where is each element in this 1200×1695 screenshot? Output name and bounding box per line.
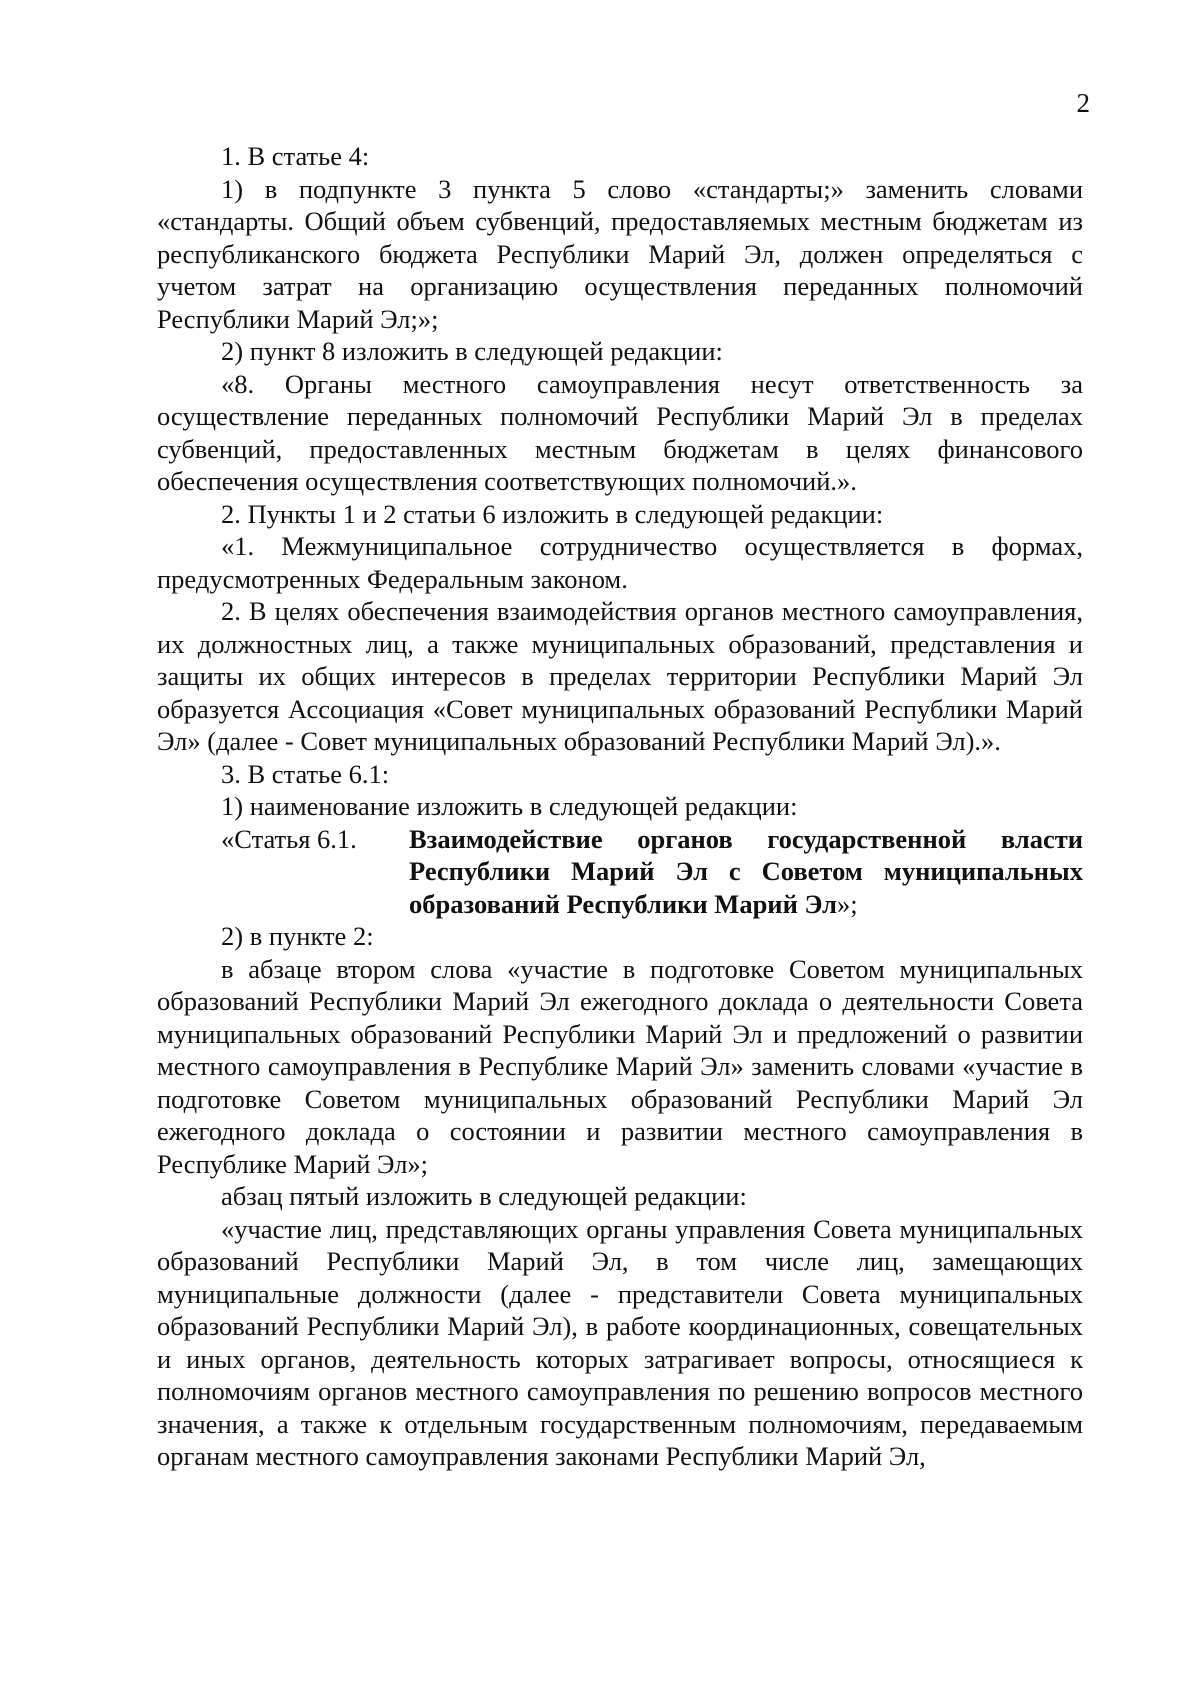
- paragraph-fifth-abzac-text: «участие лиц, представляющих органы управления Совета муниципальных образований Республики Марий Эл, в том числе лиц, замещающих муниципальные должности (далее - представители Совета муниципальных образований Республики Марий Эл), в работе координационных, совещательных и иных органов, деятельность которых затрагивает вопросы, относящиеся к полномочиям органов местного самоуправления по решению вопросов местного значения, а также к отдельным государственным полномочиям, передаваемым органам местного самоуправления законами Республики Марий Эл,: [157, 1213, 1083, 1471]
- article-6-1-lead: «Статья 6.1.: [221, 823, 357, 854]
- paragraph-subpoint3-point5: 1) в подпункте 3 пункта 5 слово «стандарты;» заменить словами «стандарты. Общий объем субвенций, предоставляемых местным бюджетам из республиканского бюджета Республики Марий Эл, должен определяться с учетом затрат на организацию осуществления переданных полномочий Республики Марий Эл;»;: [157, 173, 1083, 334]
- paragraph-point8-intro: 2) пункт 8 изложить в следующей редакции:: [221, 336, 723, 366]
- paragraph-article6-intro: 2. Пункты 1 и 2 статьи 6 изложить в следующей редакции:: [221, 498, 884, 529]
- article-6-1-tail: »;: [836, 888, 858, 919]
- article-6-1-title: [157, 823, 1083, 921]
- page-number: 2: [1076, 88, 1090, 118]
- paragraph-article6-point1: «1. Межмуниципальное сотрудничество осуществляется в формах, предусмотренных Федеральным законом.: [157, 531, 1083, 594]
- paragraph-fifth-abzac-intro: абзац пятый изложить в следующей редакции:: [221, 1181, 747, 1211]
- paragraph-article6-point2: 2. В целях обеспечения взаимодействия органов местного самоуправления, их должностных лиц, а также муниципальных образований, представления и защиты их общих интересов в пределах территории Республики Марий Эл образуется Ассоциация «Совет муниципальных образований Республики Марий Эл» (далее - Совет муниципальных образований Республики Марий Эл).».: [157, 596, 1083, 756]
- paragraph-article4-heading: 1. В статье 4:: [221, 141, 370, 171]
- article-6-1-name: [409, 823, 1083, 921]
- paragraph-point2-intro: 2) в пункте 2:: [221, 921, 374, 951]
- paragraph-point8-text: «8. Органы местного самоуправления несут ответственность за осуществление переданных полномочий Республики Марий Эл в пределах субвенций, предоставленных местным бюджетам в целях финансового обеспечения осуществления соответствующих полномочий.».: [157, 368, 1083, 496]
- paragraph-second-abzac: в абзаце втором слова «участие в подготовке Советом муниципальных образований Республики Марий Эл ежегодного доклада о деятельности Совета муниципальных образований Республики Марий Эл и предложений о развитии местного самоуправления в Республике Марий Эл» заменить словами «участие в подготовке Советом муниципальных образований Республики Марий Эл ежегодного доклада о состоянии и развитии местного самоуправления в Республике Марий Эл»;: [157, 953, 1083, 1179]
- paragraph-article61-title-intro: 1) наименование изложить в следующей редакции:: [221, 791, 798, 821]
- document-body: [157, 140, 1083, 1473]
- paragraph-article61-heading: 3. В статье 6.1:: [221, 758, 390, 789]
- article-6-1-bold-title: Взаимодействие органов государственной власти Республики Марий Эл с Советом муниципальных образований Республики Марий Эл: [409, 823, 1083, 919]
